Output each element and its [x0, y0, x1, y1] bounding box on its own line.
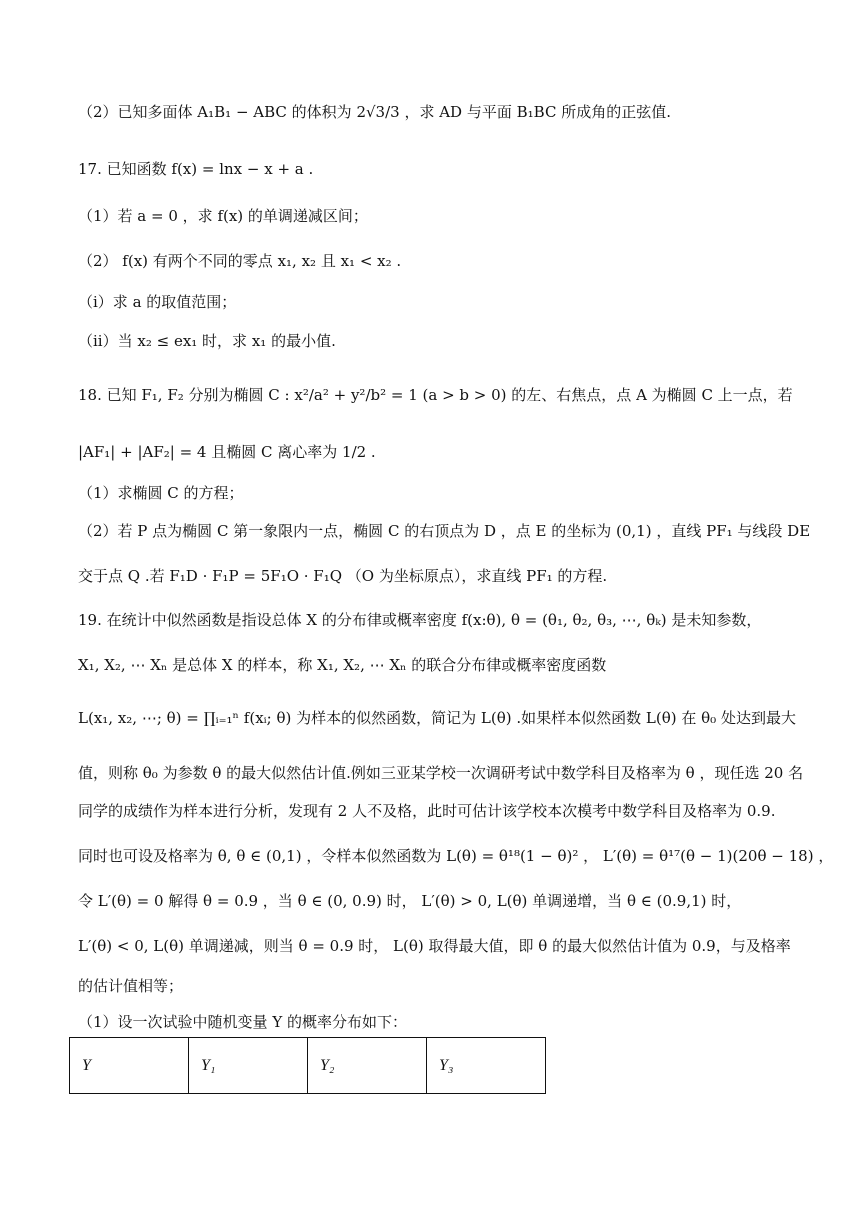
- problem-17-part-2: （2） f(x) 有两个不同的零点 x₁, x₂ 且 x₁ < x₂ .: [78, 252, 402, 270]
- probability-distribution-table: [69, 1037, 546, 1094]
- problem-19-stem-line-4: 值，则称 θ₀ 为参数 θ 的最大似然估计值.例如三亚某学校一次调研考试中数学科目及格率为 θ ，现任选 20 名: [78, 764, 804, 782]
- problem-19-stem-line-9: 的估计值相等；: [78, 977, 184, 995]
- problem-18-stem-line-1: 18. 已知 F₁, F₂ 分别为椭圆 C : x²/a² + y²/b² = 1 (a > b > 0) 的左、右焦点，点 A 为椭圆 C 上一点，若: [78, 386, 793, 404]
- problem-19-part-1: （1）设一次试验中随机变量 Y 的概率分布如下：: [78, 1013, 407, 1031]
- table-cell: Y: [70, 1038, 189, 1094]
- problem-19-stem-line-3: L(x₁, x₂, ⋯; θ) = ∏ᵢ₌₁ⁿ f(xᵢ; θ) 为样本的似然函数，简记为 L(θ) .如果样本似然函数 L(θ) 在 θ₀ 处达到最大: [78, 709, 796, 727]
- problem-19-stem-line-5: 同学的成绩作为样本进行分析，发现有 2 人不及格，此时可估计该学校本次模考中数学科目及格率为 0.9.: [78, 802, 776, 820]
- problem-18-part-2-line-1: （2）若 P 点为椭圆 C 第一象限内一点，椭圆 C 的右顶点为 D ，点 E 的坐标为 (0,1) ，直线 PF₁ 与线段 DE: [78, 522, 811, 540]
- problem-19-stem-line-2: X₁, X₂, ⋯ Xₙ 是总体 X 的样本，称 X₁, X₂, ⋯ Xₙ 的联合分布律或概率密度函数: [78, 656, 607, 674]
- problem-16-part-2: （2）已知多面体 A₁B₁ − ABC 的体积为 2√3/3 ，求 AD 与平面 B₁BC 所成角的正弦值.: [78, 103, 671, 121]
- problem-19-stem-line-1: 19. 在统计中似然函数是指设总体 X 的分布律或概率密度 f(x:θ), θ = (θ₁, θ₂, θ₃, ⋯, θₖ) 是未知参数，: [78, 611, 762, 629]
- problem-18-part-2-line-2: 交于点 Q .若 F₁D · F₁P = 5F₁O · F₁Q （O 为坐标原点），求直线 PF₁ 的方程.: [78, 567, 608, 585]
- problem-19-stem-line-7: 令 L′(θ) = 0 解得 θ = 0.9 ，当 θ ∈ (0, 0.9) 时， L′(θ) > 0, L(θ) 单调递增，当 θ ∈ (0.9,1) 时，: [78, 892, 742, 910]
- problem-19-stem-line-8: L′(θ) < 0, L(θ) 单调递减，则当 θ = 0.9 时， L(θ) 取得最大值，即 θ 的最大似然估计值为 0.9，与及格率: [78, 937, 791, 955]
- table-row: [70, 1038, 546, 1094]
- problem-17-part-2-ii: （ii）当 x₂ ≤ ex₁ 时，求 x₁ 的最小值.: [78, 332, 336, 350]
- problem-17-part-1: （1）若 a = 0 ，求 f(x) 的单调递减区间；: [78, 207, 368, 225]
- table-cell: Y₃: [427, 1038, 546, 1094]
- problem-18-stem-line-2: |AF₁| + |AF₂| = 4 且椭圆 C 离心率为 1/2 .: [78, 443, 376, 461]
- table-cell: Y₂: [308, 1038, 427, 1094]
- problem-18-part-1: （1）求椭圆 C 的方程；: [78, 484, 244, 502]
- table-cell: Y₁: [189, 1038, 308, 1094]
- problem-17-stem: 17. 已知函数 f(x) = lnx − x + a .: [78, 160, 314, 178]
- problem-19-stem-line-6: 同时也可设及格率为 θ, θ ∈ (0,1) ，令样本似然函数为 L(θ) = θ¹⁸(1 − θ)² ， L′(θ) = θ¹⁷(θ − 1)(20θ − 18) ，: [78, 847, 834, 865]
- problem-17-part-2-i: （i）求 a 的取值范围；: [78, 293, 237, 311]
